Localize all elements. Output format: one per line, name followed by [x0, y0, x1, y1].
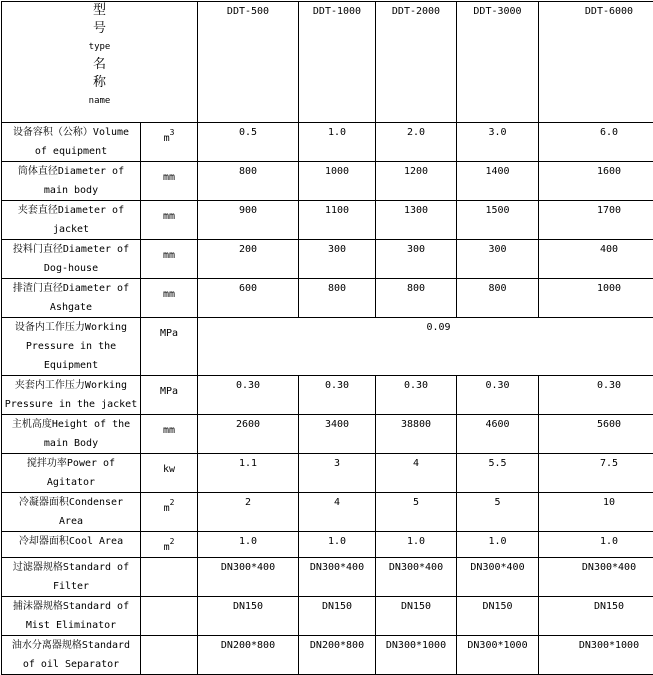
parameter-name-line: Filter — [3, 577, 139, 596]
spec-table — [1, 1, 653, 675]
parameter-name-line: Equipment — [3, 356, 139, 375]
parameter-name — [2, 415, 141, 454]
unit-superscript: 2 — [170, 498, 175, 507]
value-cell: 7.5 — [539, 454, 653, 493]
unit-cell — [141, 123, 198, 162]
unit-cell — [141, 318, 198, 376]
value-cell: 1.0 — [457, 532, 539, 558]
parameter-name — [2, 240, 141, 279]
value-cell: 1200 — [376, 162, 457, 201]
unit-text: m — [164, 503, 170, 514]
value-cell: 1500 — [457, 201, 539, 240]
parameter-name — [2, 636, 141, 675]
value-cell: 300 — [457, 240, 539, 279]
parameter-name-line: of equipment — [3, 142, 139, 161]
unit-text: mm — [163, 250, 175, 261]
value-cell: DN300*1000 — [539, 636, 653, 675]
unit-superscript: 3 — [170, 128, 175, 137]
table-row — [2, 454, 653, 493]
value-cell: 4 — [376, 454, 457, 493]
table-row — [2, 597, 653, 636]
parameter-name-line: 投料门直径Diameter of — [3, 240, 139, 259]
unit-text: MPa — [160, 386, 178, 397]
header-label-line: 号 — [3, 20, 196, 38]
unit-text: mm — [163, 289, 175, 300]
header-label-line: name — [3, 92, 196, 110]
value-cell: DN300*400 — [299, 558, 376, 597]
value-cell: 5 — [457, 493, 539, 532]
parameter-name-line: Mist Eliminator — [3, 616, 139, 635]
table-row — [2, 201, 653, 240]
value-cell: 2.0 — [376, 123, 457, 162]
header-label-line: type — [3, 38, 196, 56]
value-cell: 1700 — [539, 201, 653, 240]
parameter-name-line: 设备容积（公称）Volume — [3, 123, 139, 142]
parameter-name-line: 排渣门直径Diameter of — [3, 279, 139, 298]
model-header: DDT-6000 — [539, 2, 653, 123]
unit-cell — [141, 558, 198, 597]
value-cell: 0.30 — [539, 376, 653, 415]
unit-cell — [141, 493, 198, 532]
value-cell: 600 — [198, 279, 299, 318]
parameter-name-line: 设备内工作压力Working — [3, 318, 139, 337]
unit-cell — [141, 240, 198, 279]
unit-text: kw — [163, 464, 175, 475]
value-cell: 200 — [198, 240, 299, 279]
header-label-line: 称 — [3, 74, 196, 92]
model-header: DDT-500 — [198, 2, 299, 123]
parameter-name-line: Pressure in the jacket — [3, 395, 139, 414]
merged-value-cell: 0.09 — [198, 318, 653, 376]
value-cell: 1000 — [539, 279, 653, 318]
value-cell: 1.0 — [299, 532, 376, 558]
unit-superscript: 2 — [170, 537, 175, 546]
value-cell: 300 — [299, 240, 376, 279]
unit-cell — [141, 636, 198, 675]
parameter-name — [2, 454, 141, 493]
value-cell: 3 — [299, 454, 376, 493]
value-cell: 1.0 — [299, 123, 376, 162]
value-cell: 1600 — [539, 162, 653, 201]
value-cell: 4 — [299, 493, 376, 532]
value-cell: 2 — [198, 493, 299, 532]
parameter-name-line: 搅拌功率Power of — [3, 454, 139, 473]
unit-text: mm — [163, 172, 175, 183]
value-cell: DN150 — [539, 597, 653, 636]
parameter-name-line: 筒体直径Diameter of — [3, 162, 139, 181]
value-cell: DN200*800 — [198, 636, 299, 675]
unit-cell — [141, 454, 198, 493]
parameter-name — [2, 123, 141, 162]
parameter-name-line: of oil Separator — [3, 655, 139, 674]
value-cell: DN300*400 — [198, 558, 299, 597]
unit-cell — [141, 532, 198, 558]
unit-text: mm — [163, 211, 175, 222]
parameter-name — [2, 376, 141, 415]
unit-text: m — [164, 133, 170, 144]
parameter-name-line: 夹套内工作压力Working — [3, 376, 139, 395]
unit-text: m — [164, 542, 170, 553]
parameter-name-line: 冷凝器面积Condenser — [3, 493, 139, 512]
parameter-name-line: 夹套直径Diameter of — [3, 201, 139, 220]
unit-text: mm — [163, 425, 175, 436]
unit-cell — [141, 597, 198, 636]
parameter-name-line: Ashgate — [3, 298, 139, 317]
value-cell: DN300*400 — [376, 558, 457, 597]
value-cell: 1000 — [299, 162, 376, 201]
table-row — [2, 636, 653, 675]
value-cell: DN200*800 — [299, 636, 376, 675]
model-header: DDT-3000 — [457, 2, 539, 123]
header-label-line: 型 — [3, 2, 196, 20]
parameter-name — [2, 532, 141, 558]
value-cell: 1.0 — [198, 532, 299, 558]
model-header: DDT-2000 — [376, 2, 457, 123]
value-cell: 1.1 — [198, 454, 299, 493]
parameter-name-line: 油水分离器规格Standard — [3, 636, 139, 655]
model-header: DDT-1000 — [299, 2, 376, 123]
table-row — [2, 279, 653, 318]
value-cell: DN300*400 — [457, 558, 539, 597]
value-cell: 300 — [376, 240, 457, 279]
value-cell: DN150 — [299, 597, 376, 636]
value-cell: DN150 — [198, 597, 299, 636]
value-cell: 5 — [376, 493, 457, 532]
value-cell: 5.5 — [457, 454, 539, 493]
value-cell: 1.0 — [539, 532, 653, 558]
value-cell: 4600 — [457, 415, 539, 454]
value-cell: 800 — [376, 279, 457, 318]
table-row — [2, 123, 653, 162]
value-cell: 800 — [198, 162, 299, 201]
value-cell: 5600 — [539, 415, 653, 454]
value-cell: 0.30 — [376, 376, 457, 415]
table-row — [2, 240, 653, 279]
parameter-name-line: main Body — [3, 434, 139, 453]
value-cell: 1300 — [376, 201, 457, 240]
value-cell: 38800 — [376, 415, 457, 454]
unit-cell — [141, 279, 198, 318]
value-cell: 0.30 — [299, 376, 376, 415]
table-row — [2, 162, 653, 201]
value-cell: 1400 — [457, 162, 539, 201]
parameter-name-line: 捕沫器规格Standard of — [3, 597, 139, 616]
parameter-name — [2, 279, 141, 318]
parameter-name — [2, 493, 141, 532]
parameter-name-line: main body — [3, 181, 139, 200]
value-cell: 900 — [198, 201, 299, 240]
table-row — [2, 493, 653, 532]
value-cell: DN150 — [376, 597, 457, 636]
unit-cell — [141, 415, 198, 454]
value-cell: DN150 — [457, 597, 539, 636]
value-cell: 800 — [457, 279, 539, 318]
value-cell: DN300*1000 — [376, 636, 457, 675]
value-cell: 10 — [539, 493, 653, 532]
parameter-name-line: 主机高度Height of the — [3, 415, 139, 434]
value-cell: 1100 — [299, 201, 376, 240]
table-row — [2, 558, 653, 597]
value-cell: 0.5 — [198, 123, 299, 162]
parameter-name-line: Agitator — [3, 473, 139, 492]
value-cell: 400 — [539, 240, 653, 279]
type-name-header — [2, 2, 198, 123]
value-cell: 6.0 — [539, 123, 653, 162]
value-cell: 1.0 — [376, 532, 457, 558]
value-cell: 3400 — [299, 415, 376, 454]
parameter-name — [2, 201, 141, 240]
value-cell: DN300*1000 — [457, 636, 539, 675]
value-cell: 2600 — [198, 415, 299, 454]
parameter-name — [2, 597, 141, 636]
value-cell: 3.0 — [457, 123, 539, 162]
value-cell: DN300*400 — [539, 558, 653, 597]
header-row — [2, 2, 653, 123]
parameter-name-line: Dog-house — [3, 259, 139, 278]
table-row — [2, 532, 653, 558]
parameter-name — [2, 558, 141, 597]
unit-cell — [141, 162, 198, 201]
value-cell: 800 — [299, 279, 376, 318]
parameter-name-line: 过滤器规格Standard of — [3, 558, 139, 577]
table-row — [2, 376, 653, 415]
parameter-name-line: Pressure in the — [3, 337, 139, 356]
parameter-name — [2, 162, 141, 201]
parameter-name-line: jacket — [3, 220, 139, 239]
unit-cell — [141, 376, 198, 415]
value-cell: 0.30 — [198, 376, 299, 415]
table-row — [2, 318, 653, 376]
unit-cell — [141, 201, 198, 240]
header-label-line: 名 — [3, 56, 196, 74]
unit-text: MPa — [160, 328, 178, 339]
parameter-name-line: 冷却器面积Cool Area — [3, 532, 139, 551]
value-cell: 0.30 — [457, 376, 539, 415]
table-row — [2, 415, 653, 454]
parameter-name-line: Area — [3, 512, 139, 531]
parameter-name — [2, 318, 141, 376]
